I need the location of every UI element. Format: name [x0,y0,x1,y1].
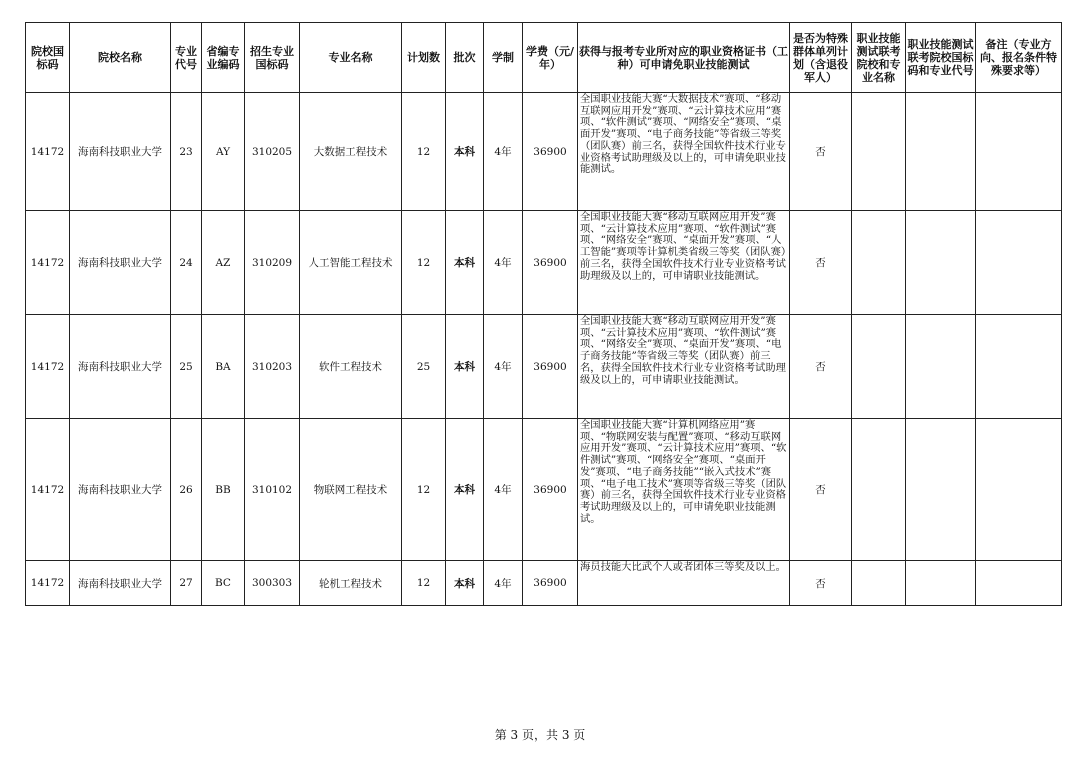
cell-school-code: 14172 [26,419,70,561]
cell-joint-test-name [852,315,906,419]
table-row [26,315,1062,419]
cell-special-group: 否 [790,315,852,419]
cell-tuition: 36900 [523,211,578,315]
cell-school-name: 海南科技职业大学 [70,419,171,561]
cell-special-group: 否 [790,93,852,211]
cell-province-code: BA [202,315,245,419]
header-plan-count: 计划数 [402,23,446,93]
cell-major-number: 25 [171,315,202,419]
cell-exemption: 全国职业技能大赛“计算机网络应用”赛项、“物联网安装与配置”赛项、“移动互联网应用开发”赛项、“云计算技术应用”赛项、“软件测试”赛项、“网络安全”赛项、“桌面开发”赛项、“电子商务技能”“嵌入式技术”赛项、“电子电工技术”赛项等省级三等奖（团队赛）前三名，获得全国软件技术行业专业资格考试助理级及以上的，可申请免职业技能测试。 [578,419,790,561]
cell-joint-test-code [906,315,976,419]
cell-school-code: 14172 [26,93,70,211]
cell-tuition: 36900 [523,419,578,561]
cell-province-code: BB [202,419,245,561]
cell-major-name: 软件工程技术 [300,315,402,419]
table-row [26,419,1062,561]
cell-school-name: 海南科技职业大学 [70,561,171,606]
page-number-footer: 第 3 页，共 3 页 [494,728,586,742]
cell-major-national-code: 310203 [245,315,300,419]
cell-major-number: 24 [171,211,202,315]
cell-joint-test-name [852,419,906,561]
cell-plan-count: 25 [402,315,446,419]
header-remark: 备注（专业方向、报名条件特殊要求等） [976,23,1062,93]
cell-major-name: 人工智能工程技术 [300,211,402,315]
cell-province-code: AY [202,93,245,211]
header-major-name: 专业名称 [300,23,402,93]
cell-plan-count: 12 [402,93,446,211]
cell-major-national-code: 310209 [245,211,300,315]
cell-remark [976,419,1062,561]
cell-major-name: 大数据工程技术 [300,93,402,211]
table-row [26,561,1062,606]
cell-joint-test-name [852,93,906,211]
cell-school-code: 14172 [26,561,70,606]
header-joint-test-name: 职业技能测试联考院校和专业名称 [852,23,906,93]
header-major-number: 专业代号 [171,23,202,93]
cell-batch: 本科 [446,93,484,211]
cell-joint-test-name [852,211,906,315]
cell-major-national-code: 300303 [245,561,300,606]
header-row [26,23,1062,93]
cell-special-group: 否 [790,211,852,315]
cell-major-name: 物联网工程技术 [300,419,402,561]
header-school-code: 院校国标码 [26,23,70,93]
cell-major-national-code: 310205 [245,93,300,211]
cell-joint-test-code [906,419,976,561]
cell-joint-test-name [852,561,906,606]
cell-school-code: 14172 [26,315,70,419]
cell-duration: 4年 [484,93,523,211]
cell-school-name: 海南科技职业大学 [70,315,171,419]
cell-exemption: 全国职业技能大赛“移动互联网应用开发”赛项、“云计算技术应用”赛项、“软件测试”赛项、“网络安全”赛项、“桌面开发”赛项、“人工智能”赛项等计算机类省级三等奖（团队赛）前三名，获得全国软件技术行业专业资格考试助理级及以上的，可申请职业技能测试。 [578,211,790,315]
cell-duration: 4年 [484,211,523,315]
cell-batch: 本科 [446,419,484,561]
cell-joint-test-code [906,93,976,211]
cell-exemption: 全国职业技能大赛“大数据技术”赛项、“移动互联网应用开发”赛项、“云计算技术应用”赛项、“软件测试”赛项、“网络安全”赛项、“桌面开发”赛项、“电子商务技能”等省级三等奖（团队赛）前三名，获得全国软件技术行业专业资格考试助理级及以上的，可申请免职业技能测试。 [578,93,790,211]
header-province-code: 省编专业编码 [202,23,245,93]
cell-special-group: 否 [790,561,852,606]
cell-major-number: 23 [171,93,202,211]
cell-batch: 本科 [446,561,484,606]
header-tuition: 学费（元/年） [523,23,578,93]
cell-major-national-code: 310102 [245,419,300,561]
header-major-national-code: 招生专业国标码 [245,23,300,93]
cell-plan-count: 12 [402,561,446,606]
cell-joint-test-code [906,211,976,315]
cell-batch: 本科 [446,211,484,315]
cell-plan-count: 12 [402,419,446,561]
header-exemption: 获得与报考专业所对应的职业资格证书（工种）可申请免职业技能测试 [578,23,790,93]
header-joint-test-code: 职业技能测试联考院校国标码和专业代号 [906,23,976,93]
cell-duration: 4年 [484,315,523,419]
header-special-group: 是否为特殊群体单列计划（含退役军人） [790,23,852,93]
cell-tuition: 36900 [523,315,578,419]
admissions-table [25,22,1062,606]
cell-major-number: 27 [171,561,202,606]
cell-remark [976,315,1062,419]
cell-duration: 4年 [484,561,523,606]
cell-school-name: 海南科技职业大学 [70,211,171,315]
cell-province-code: AZ [202,211,245,315]
cell-tuition: 36900 [523,93,578,211]
cell-exemption: 海员技能大比武个人或者团体三等奖及以上。 [578,561,790,606]
header-batch: 批次 [446,23,484,93]
cell-major-number: 26 [171,419,202,561]
table-row [26,93,1062,211]
cell-batch: 本科 [446,315,484,419]
cell-duration: 4年 [484,419,523,561]
cell-tuition: 36900 [523,561,578,606]
header-school-name: 院校名称 [70,23,171,93]
cell-remark [976,211,1062,315]
cell-exemption: 全国职业技能大赛“移动互联网应用开发”赛项、“云计算技术应用”赛项、“软件测试”赛项、“网络安全”赛项、“桌面开发”赛项、“电子商务技能”等省级三等奖（团队赛）前三名，获得全国软件技术行业专业资格考试助理级及以上的，可申请职业技能测试。 [578,315,790,419]
cell-province-code: BC [202,561,245,606]
cell-joint-test-code [906,561,976,606]
cell-major-name: 轮机工程技术 [300,561,402,606]
header-duration: 学制 [484,23,523,93]
cell-special-group: 否 [790,419,852,561]
cell-remark [976,93,1062,211]
cell-plan-count: 12 [402,211,446,315]
cell-remark [976,561,1062,606]
cell-school-code: 14172 [26,211,70,315]
table-row [26,211,1062,315]
cell-school-name: 海南科技职业大学 [70,93,171,211]
